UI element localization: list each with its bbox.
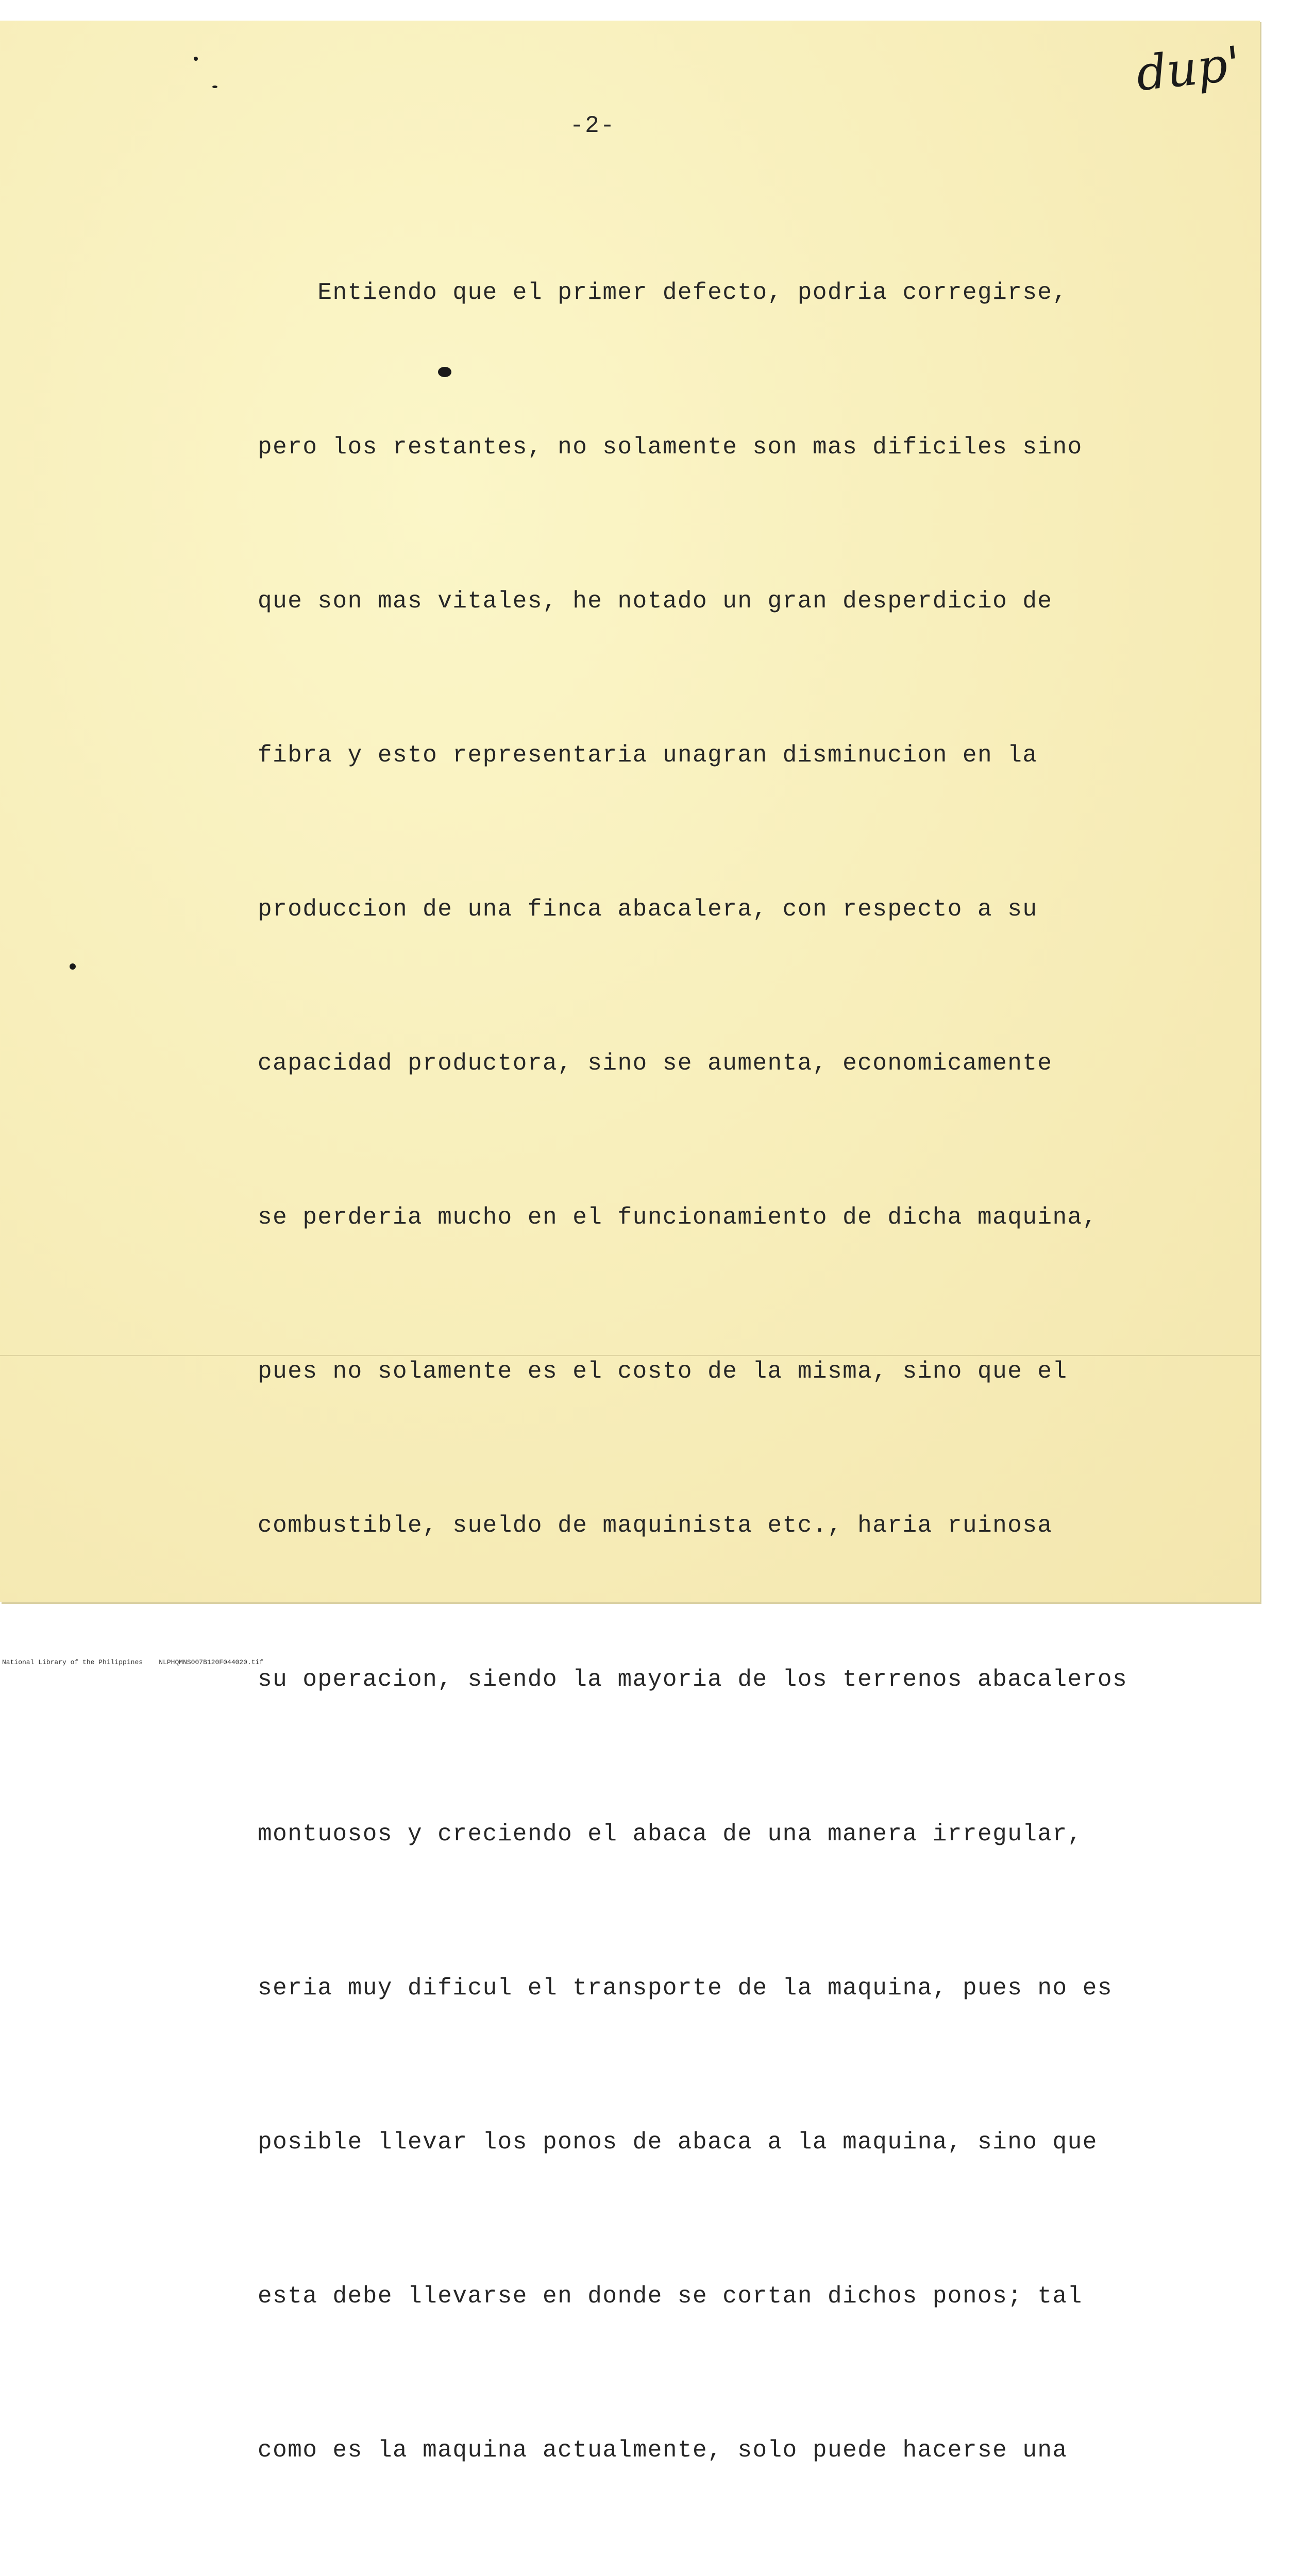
text-line: fibra y esto representaria unagran disminucion en la — [258, 741, 1038, 769]
text-line: posible llevar los ponos de abaca a la maquina, sino que — [258, 2128, 1098, 2156]
handwritten-note: dup' — [1133, 36, 1243, 102]
ink-speck — [212, 86, 217, 88]
footer-filename: NLPHQMNS007B120F044020.tif — [159, 1658, 264, 1666]
footer-library: National Library of the Philippines — [2, 1658, 143, 1666]
text-line: seria muy dificul el transporte de la maquina, pues no es — [258, 1974, 1113, 2002]
text-line: esta debe llevarse en donde se cortan dichos ponos; tal — [258, 2282, 1083, 2310]
text-line: pero los restantes, no solamente son mas dificiles sino — [258, 433, 1083, 461]
text-line: como es la maquina actualmente, solo puede hacerse una — [258, 2436, 1068, 2464]
text-line: su operacion, siendo la mayoria de los terrenos abacaleros — [258, 1666, 1128, 1693]
ink-speck — [438, 367, 451, 377]
scan-footer — [2, 1658, 263, 1666]
ink-speck — [70, 963, 76, 970]
text-line: montuosos y creciendo el abaca de una manera irregular, — [258, 1820, 1083, 1848]
text-line: pues no solamente es el costo de la misma, sino que el — [258, 1358, 1068, 1385]
text-line: que son mas vitales, he notado un gran desperdicio de — [258, 587, 1053, 615]
text-line: Entiendo que el primer defecto, podria corregirse, — [258, 279, 1068, 307]
text-line: capacidad productora, sino se aumenta, economicamente — [258, 1049, 1053, 1077]
text-line: combustible, sueldo de maquinista etc., haria ruinosa — [258, 1512, 1053, 1539]
text-line: se perderia mucho en el funcionamiento de dicha maquina, — [258, 1204, 1098, 1231]
body-text — [258, 165, 1128, 2576]
page-number: -2- — [569, 112, 616, 139]
text-line: produccion de una finca abacalera, con respecto a su — [258, 895, 1038, 923]
ink-speck — [194, 57, 198, 61]
